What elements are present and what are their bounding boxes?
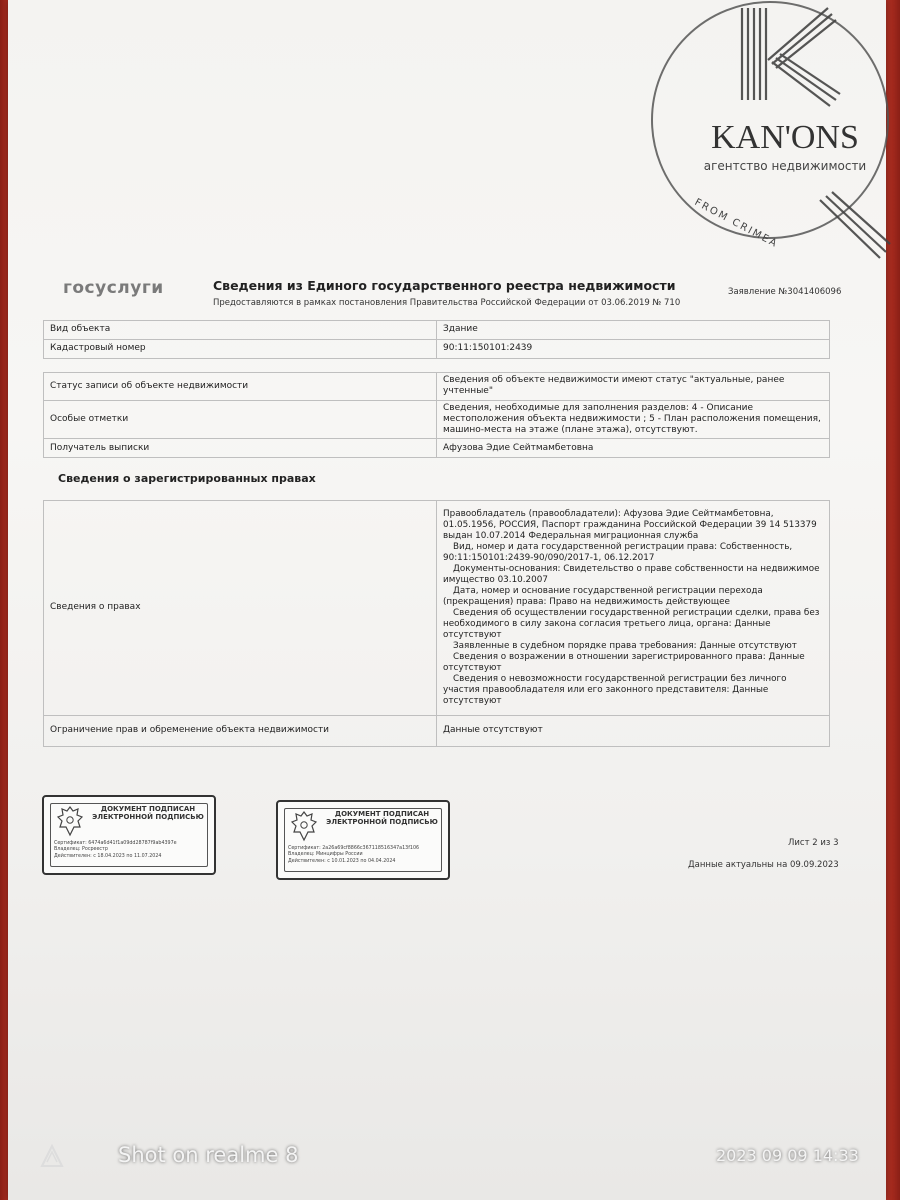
object-type-value: Здание [437, 321, 830, 340]
stamp-validity: Действителен: с 10.01.2023 по 04.04.2024 [288, 858, 396, 864]
restriction-value: Данные отсутствуют [437, 716, 830, 747]
coat-of-arms-icon [290, 810, 318, 842]
signature-stamp [276, 800, 450, 880]
recipient-label: Получатель выписки [44, 439, 437, 458]
table-row [44, 501, 830, 716]
special-marks-label: Особые отметки [44, 400, 437, 439]
table-row [44, 340, 830, 359]
rights-line: Сведения о возражении в отношении зарегистрированного права: Данные отсутствуют [443, 651, 805, 673]
table-row [44, 439, 830, 458]
document-subtitle: Предоставляются в рамках постановления Правительства Российской Федерации от 03.06.2019 № 710 [213, 298, 681, 308]
stamp-certificate: Сертификат: 2a26a69cf8866c367118516347a13f106 [288, 846, 420, 851]
signature-stamp [42, 795, 216, 875]
rights-table [43, 500, 830, 747]
table-row [44, 400, 830, 439]
stamp-validity: Действителен: с 18.04.2023 по 11.07.2024 [54, 853, 162, 859]
record-status-label: Статус записи об объекте недвижимости [44, 373, 437, 401]
watermark-arc-text: FROM CRIMEA [692, 196, 780, 251]
camera-timestamp: 2023 09 09 14:33 [716, 1146, 859, 1165]
object-table [43, 320, 830, 359]
cadastral-number-value: 90:11:150101:2439 [437, 340, 830, 359]
table-row [44, 321, 830, 340]
stamp-info [288, 846, 419, 865]
coat-of-arms-icon [56, 805, 84, 837]
agency-watermark [650, 0, 900, 270]
stamp-heading: ДОКУМЕНТ ПОДПИСАН ЭЛЕКТРОННОЙ ПОДПИСЬЮ [326, 810, 438, 827]
table-row [44, 373, 830, 401]
rights-line: Документы-основания: Свидетельство о праве собственности на недвижимое имущество 03.10.2007 [443, 564, 820, 586]
recipient-value: Афузова Эдие Сейтмамбетовна [437, 439, 830, 458]
rights-line: Сведения о невозможности государственной регистрации без личного участия правообладателя или его законного представителя: Данные отсутствуют [443, 673, 787, 706]
watermark-brand: KAN'ONS [711, 119, 859, 156]
status-table [43, 372, 830, 458]
stamp-owner: Владелец: Минцифры России [288, 852, 363, 858]
restriction-label: Ограничение прав и обременение объекта недвижимости [44, 716, 437, 747]
special-marks-value: Сведения, необходимые для заполнения разделов: 4 - Описание местоположения объекта недвижимости ; 5 - План расположения помещения, машино-места на этаже (плане этажа), отсутствуют. [437, 400, 830, 439]
rights-label: Сведения о правах [44, 501, 437, 716]
document-title: Сведения из Единого государственного реестра недвижимости [213, 278, 676, 293]
stamp-owner: Владелец: Росреестр [54, 847, 108, 853]
rights-details [437, 501, 830, 716]
rights-line: Дата, номер и основание государственной регистрации перехода (прекращения) права: Право на недвижимость действующее [443, 586, 763, 608]
realme-logo-icon [38, 1142, 66, 1170]
rights-line: Заявленные в судебном порядке права требования: Данные отсутствуют [453, 640, 797, 651]
sheet-counter: Лист 2 из 3 [788, 838, 839, 848]
object-type-label: Вид объекта [44, 321, 437, 340]
stamp-heading: ДОКУМЕНТ ПОДПИСАН ЭЛЕКТРОННОЙ ПОДПИСЬЮ [92, 805, 204, 822]
rights-line: Сведения об осуществлении государственной регистрации сделки, права без необходимого в силу закона согласия третьего лица, органа: Данные отсутствуют [443, 608, 820, 640]
camera-shot-on-label: Shot on realme 8 [118, 1143, 299, 1167]
data-actual-date: Данные актуальны на 09.09.2023 [688, 860, 839, 870]
rights-line: Вид, номер и дата государственной регистрации права: Собственность, 90:11:150101:2439-90/090/2017-1, 06.12.2017 [443, 542, 793, 564]
gosuslugi-logo: госуслуги [63, 278, 164, 298]
stamp-info [54, 841, 177, 860]
rights-line: Правообладатель (правообладатели): Афузова Эдие Сейтмамбетовна, 01.05.1956, РОССИЯ, Паспорт гражданина Российской Федерации 39 14 513379 выдан 10.07.2014 Федеральная миграционная служба [443, 509, 817, 542]
table-row [44, 716, 830, 747]
watermark-tagline: агентство недвижимости [703, 159, 867, 173]
rights-section-title: Сведения о зарегистрированных правах [58, 472, 316, 485]
cadastral-number-label: Кадастровый номер [44, 340, 437, 359]
application-number: Заявление №3041406096 [728, 287, 842, 297]
record-status-value: Сведения об объекте недвижимости имеют статус "актуальные, ранее учтенные" [437, 373, 830, 401]
stamp-certificate: Сертификат: 6474a6d41f1a09dd28787f9ab4397e [54, 841, 177, 846]
